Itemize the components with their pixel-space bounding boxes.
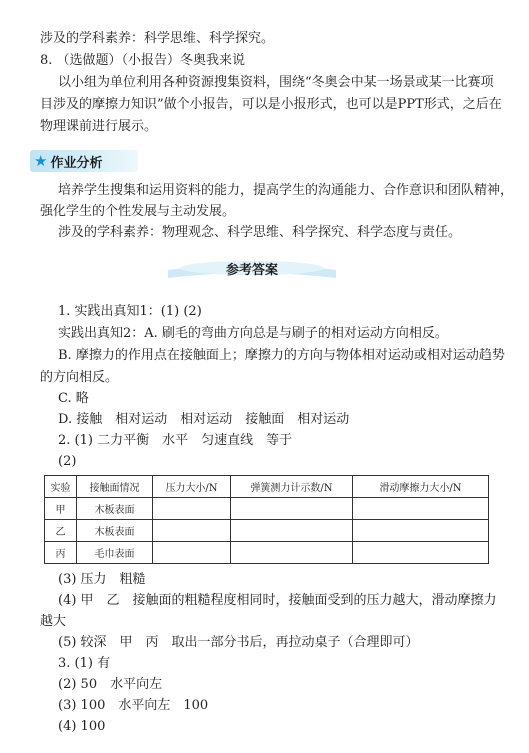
table-cell: 乙 [45,520,77,542]
table-cell [231,498,353,520]
table-header-cell: 压力大小/N [153,476,231,498]
table-cell [153,520,231,542]
reference-answers-banner [168,256,336,280]
table-cell: 甲 [45,498,77,520]
table-cell: 丙 [45,542,77,564]
experiment-table [44,475,489,564]
analysis-paragraph-line-2: 强化学生的个性发展与主动发展。 [40,204,236,219]
answer-1-line: 1. 实践出真知1：(1) (2) [58,304,202,319]
table-cell [353,498,489,520]
table-header-cell: 滑动摩擦力大小/N [353,476,489,498]
table-cell [231,542,353,564]
table-cell [353,542,489,564]
table-cell [153,498,231,520]
question-8-body-line-3: 物理课前进行展示。 [40,119,158,134]
answer-b-line-1: B. 摩擦力的作用点在接触面上；摩擦力的方向与物体相对运动或相对运动趋势 [58,348,505,363]
homework-analysis-heading [30,150,138,172]
answer-3-3-line: (3) 100 水平向左 100 [58,698,209,713]
answer-3-2-line: (2) 50 水平向左 [58,677,163,692]
answer-3-1-line: 3. (1) 有 [58,656,111,671]
question-8-body-line-2: 目涉及的摩擦力知识”做个小报告，可以是小报形式，也可以是PPT形式，之后在 [40,97,502,112]
answer-2-5-line: (5) 较深 甲 丙 取出一部分书后，再拉动桌子（合理即可） [58,635,419,650]
literacy-line-top: 涉及的学科素养：科学思维、科学探究。 [40,31,275,46]
table-cell [231,520,353,542]
table-cell: 毛巾表面 [77,542,153,564]
table-header-cell: 弹簧测力计示数/N [231,476,353,498]
answer-3-4-line: (4) 100 [58,719,106,734]
table-header-cell: 实验 [45,476,77,498]
table-header-cell: 接触面情况 [77,476,153,498]
question-8-body-line-1: 以小组为单位利用各种资源搜集资料，围绕“冬奥会中某一场景或某一比赛项 [58,75,494,90]
analysis-paragraph-line-1: 培养学生搜集和运用资料的能力，提高学生的沟通能力、合作意识和团队精神， [58,183,514,198]
homework-analysis-title: 作业分析 [50,155,103,171]
table-row [45,542,489,564]
answer-2-2-label: (2) [58,454,77,469]
answer-2-4-line-2: 越大 [40,614,67,629]
table-cell [153,542,231,564]
literacy-line-analysis: 涉及的学科素养：物理观念、科学思维、科学探究、科学态度与责任。 [58,225,462,240]
star-icon: ★ [34,152,48,170]
question-8-title: 8. （选做题）（小报告）冬奥我来说 [40,53,246,68]
answer-2-4-line-1: (4) 甲 乙 接触面的粗糙程度相同时，接触面受到的压力越大，滑动摩擦力 [58,593,497,608]
reference-answers-title: 参考答案 [225,262,278,278]
table-header-row [45,476,489,498]
answer-2-3-line: (3) 压力 粗糙 [58,572,146,587]
table-cell: 木板表面 [77,520,153,542]
table-cell [353,520,489,542]
answer-d-line: D. 接触 相对运动 相对运动 接触面 相对运动 [58,412,350,427]
answer-2-1-line: 2. (1) 二力平衡 水平 匀速直线 等于 [58,433,293,448]
table-row [45,520,489,542]
answer-practice-2-a: 实践出真知2：A. 刷毛的弯曲方向总是与刷子的相对运动方向相反。 [58,326,448,341]
table-cell: 木板表面 [77,498,153,520]
answer-b-line-2: 的方向相反。 [40,370,119,385]
answer-c-line: C. 略 [58,391,89,406]
table-row [45,498,489,520]
